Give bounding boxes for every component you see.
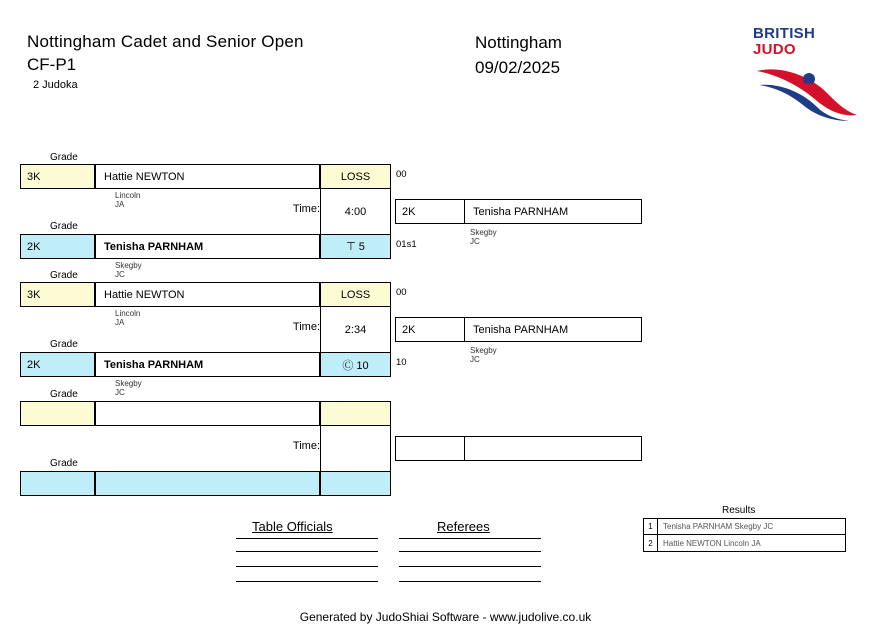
match-2-bottom-score[interactable]: Ⓒ 10 (320, 352, 391, 377)
match-2-top-club: Lincoln JA (115, 309, 141, 327)
match-3-bottom-name[interactable] (95, 471, 320, 496)
british-judo-logo (753, 26, 863, 126)
result-rank: 2 (644, 535, 658, 551)
table-row (644, 535, 845, 551)
grade-label: Grade (50, 221, 78, 232)
referees-line-2[interactable] (399, 566, 541, 567)
match-2-winner-club: Skegby JC (470, 346, 497, 364)
result-entry: Tenisha PARNHAM Skegby JC (663, 522, 774, 531)
match-2-winner-grade[interactable]: 2K (395, 317, 465, 342)
table-officials-line-3[interactable] (236, 581, 378, 582)
match-1-bottom-points: 01s1 (396, 239, 417, 250)
match-3-time-value[interactable] (320, 426, 391, 471)
footer-text: Generated by JudoShiai Software - www.judolive.co.uk (299, 610, 592, 624)
venue-name: Nottingham (475, 33, 562, 52)
match-1-top-grade[interactable]: 3K (20, 164, 95, 189)
referees-line-1[interactable] (399, 551, 541, 552)
match-2-time-value[interactable]: 2:34 (320, 307, 391, 352)
grade-label: Grade (50, 458, 78, 469)
grade-label: Grade (50, 152, 78, 163)
match-2-top-name[interactable]: Hattie NEWTON (95, 282, 320, 307)
grade-label: Grade (50, 389, 78, 400)
table-officials-underline (236, 538, 378, 539)
match-3-top-name[interactable] (95, 401, 320, 426)
match-1-bottom-club: Skegby JC (115, 261, 142, 279)
venue-block (475, 30, 562, 80)
match-1-bottom-grade[interactable]: 2K (20, 234, 95, 259)
table-officials-line-1[interactable] (236, 551, 378, 552)
match-3-top-score[interactable] (320, 401, 391, 426)
match-1-bottom-name[interactable]: Tenisha PARNHAM (95, 234, 320, 259)
referees-line-3[interactable] (399, 581, 541, 582)
judoka-count: 2 Judoka (33, 79, 78, 91)
event-date: 09/02/2025 (475, 58, 561, 77)
title-block (27, 30, 304, 91)
match-3-bottom-score[interactable] (320, 471, 391, 496)
table-row (644, 519, 845, 535)
match-1-time-value[interactable]: 4:00 (320, 189, 391, 234)
match-2-bottom-club: Skegby JC (115, 379, 142, 397)
match-1-top-score[interactable]: LOSS (320, 164, 391, 189)
judoka-figure-icon (753, 63, 861, 123)
match-3-bottom-grade[interactable] (20, 471, 95, 496)
match-2-bottom-points: 10 (396, 357, 407, 368)
match-1-bottom-score[interactable]: ⊤ 5 (320, 234, 391, 259)
table-officials-heading: Table Officials (252, 519, 333, 534)
match-3-top-grade[interactable] (20, 401, 95, 426)
grade-label: Grade (50, 270, 78, 281)
match-1-top-points: 00 (396, 169, 407, 180)
referees-underline (399, 538, 541, 539)
match-3-winner-name[interactable] (465, 436, 642, 461)
table-officials-line-2[interactable] (236, 566, 378, 567)
match-2-top-points: 00 (396, 287, 407, 298)
logo-line-2: JUDO (753, 41, 796, 58)
match-2-bottom-grade[interactable]: 2K (20, 352, 95, 377)
result-entry: Hattie NEWTON Lincoln JA (663, 538, 761, 548)
match-1-top-name[interactable]: Hattie NEWTON (95, 164, 320, 189)
match-1-winner-name[interactable]: Tenisha PARNHAM (465, 199, 642, 224)
referees-heading: Referees (437, 519, 490, 534)
results-table (643, 518, 846, 552)
match-2-top-grade[interactable]: 3K (20, 282, 95, 307)
grade-label: Grade (50, 339, 78, 350)
logo-line-1: BRITISH (753, 25, 816, 42)
match-1-top-club: Lincoln JA (115, 191, 141, 209)
result-rank: 1 (644, 519, 658, 534)
match-2-time-label: Time: (292, 321, 320, 333)
match-1-winner-grade[interactable]: 2K (395, 199, 465, 224)
results-title: Results (722, 505, 756, 516)
match-2-bottom-name[interactable]: Tenisha PARNHAM (95, 352, 320, 377)
match-2-winner-name[interactable]: Tenisha PARNHAM (465, 317, 642, 342)
match-1-winner-club: Skegby JC (470, 228, 497, 246)
match-3-winner-grade[interactable] (395, 436, 465, 461)
pool-code: CF-P1 (27, 55, 77, 74)
match-2-top-score[interactable]: LOSS (320, 282, 391, 307)
match-3-time-label: Time: (292, 440, 320, 452)
match-1-time-label: Time: (292, 203, 320, 215)
event-title: Nottingham Cadet and Senior Open (27, 32, 304, 51)
